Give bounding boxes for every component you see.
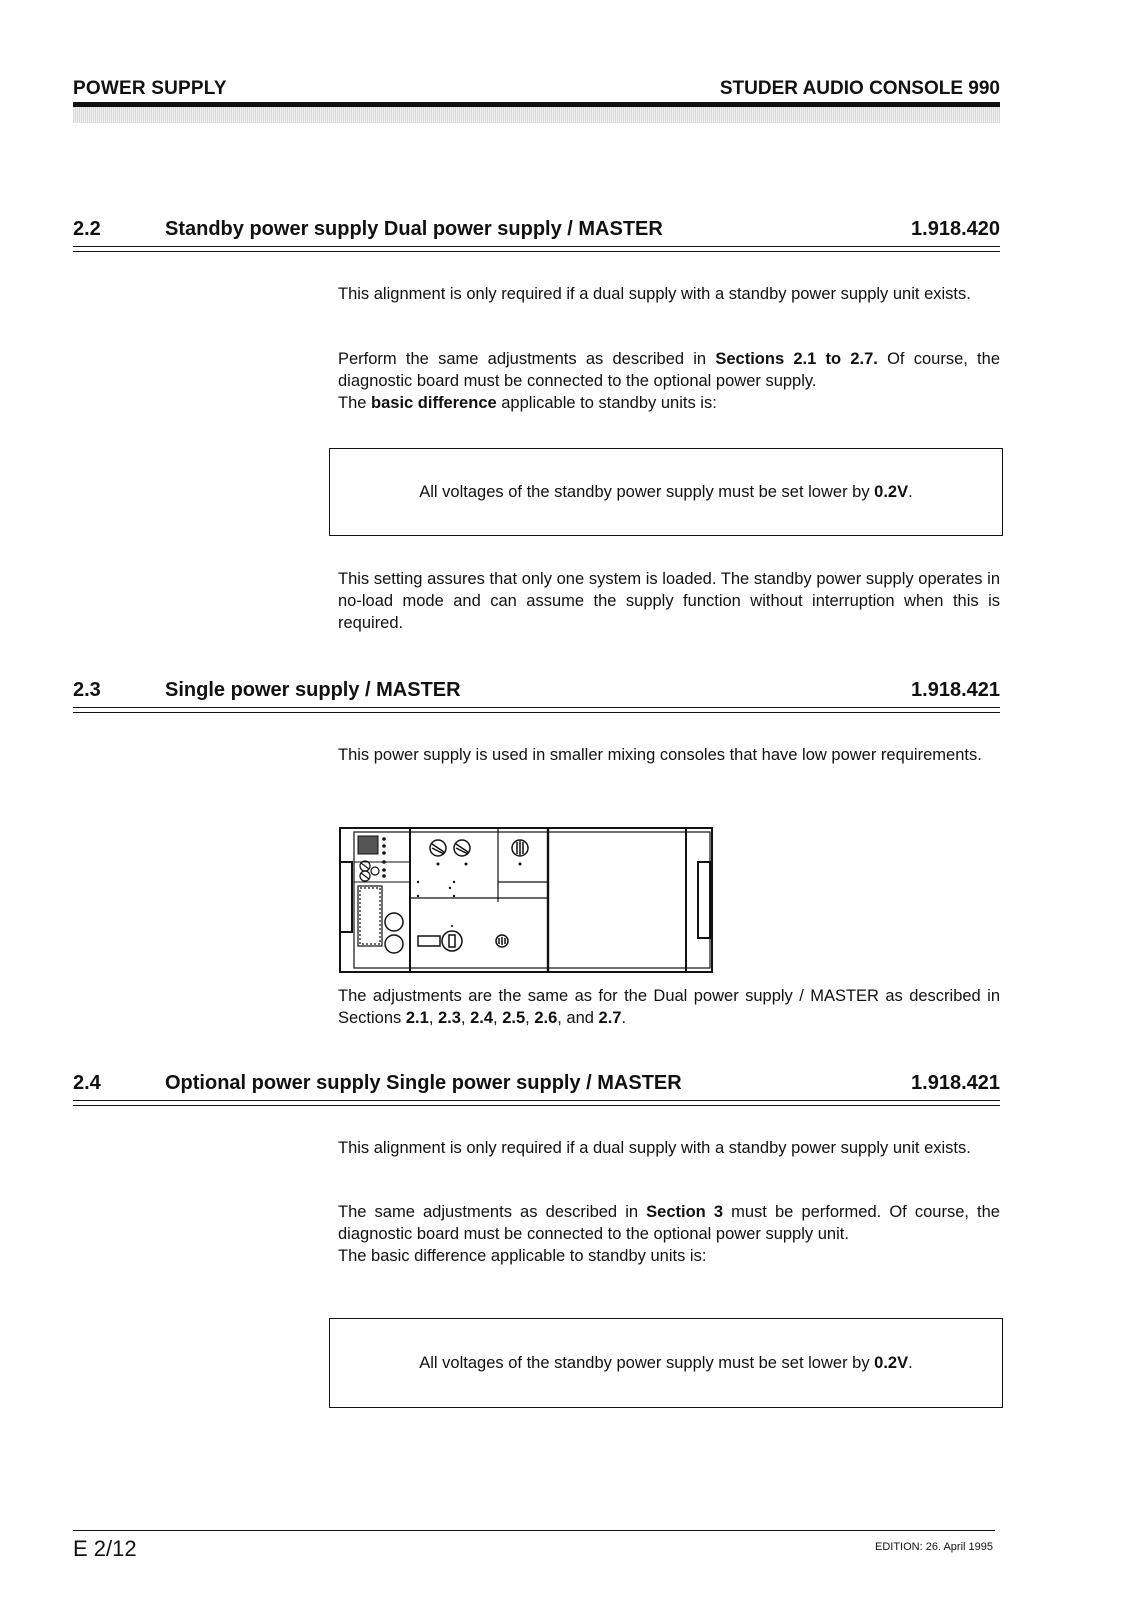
section-heading-2-4 [73,1072,1000,1096]
text-bold: 2.6 [534,1009,558,1027]
paragraph [338,1137,1000,1159]
header-left: POWER SUPPLY [73,78,227,99]
text-run: and [566,1009,594,1027]
text: This setting assures that only one system is loaded. The standby power supply operates in no-load mode and can assume the supply function without interruption when this is required. [338,570,1000,632]
text-run: applicable to standby units is: [496,394,717,412]
text: This power supply is used in smaller mixing consoles that have low power requirements. [338,746,982,764]
footer-rule [73,1530,995,1531]
text-run: Perform the same adjustments as described in [338,350,716,368]
paragraph [338,568,1000,634]
text [338,1201,1000,1245]
paragraph [338,283,1000,305]
section-number: 2.4 [73,1072,101,1094]
text-run: The adjustments are the same as for the Dual power supply / MASTER as described in Sections [338,987,1000,1027]
note-text [419,483,912,502]
text-bold: 2.5 [502,1009,526,1027]
text-run: The same adjustments as described in [338,1203,647,1221]
section-rule [73,1100,1000,1106]
header-band [73,107,1000,123]
section-rule [73,707,1000,713]
section-code: 1.918.421 [911,679,1000,701]
text-bold: 2.4 [470,1009,494,1027]
text [338,392,1000,414]
text-bold: 2.1 [405,1009,429,1027]
text-bold: 2.3 [437,1009,461,1027]
text-bold: basic difference [371,394,497,412]
text-bold: 2.7 [598,1009,622,1027]
paragraph [338,1201,1000,1267]
text-run: . [908,482,913,501]
section-title: Single power supply / MASTER [165,679,461,701]
text-bold: Section 3 [646,1203,724,1221]
paragraph [338,985,1000,1029]
text [338,348,1000,392]
section-number: 2.2 [73,218,101,240]
header-right: STUDER AUDIO CONSOLE 990 [719,78,1000,99]
power-supply-panel-illustration [338,826,724,974]
paragraph [338,348,1000,414]
text-bold: Sections 2.1 to 2.7. [715,350,878,368]
text: The basic difference applicable to standby units is: [338,1247,707,1265]
page-number: E 2/12 [73,1536,137,1561]
text-run: All voltages of the standby power supply must be set lower by [419,1353,875,1372]
text: The adjustments are the same as for the Dual power supply / MASTER as described in Sections 2.1, 2.3, 2.4, 2.5, 2.6, and 2.7. [338,987,1000,1027]
section-number: 2.3 [73,679,101,701]
section-code: 1.918.421 [911,1072,1000,1094]
edition-date: EDITION: 26. April 1995 [875,1541,993,1553]
paragraph [338,744,1000,766]
text: This alignment is only required if a dual supply with a standby power supply unit exists. [338,1139,971,1157]
text-run: must be performed. Of course, the diagnostic board must be connected to the optional power supply unit. [338,1203,1000,1243]
section-code: 1.918.420 [911,218,1000,240]
section-rule [73,246,1000,252]
text-bold: 0.2V [874,482,909,501]
text-bold: 0.2V [874,1353,909,1372]
text-run: Of course, the diagnostic board must be connected to the optional power supply. [338,350,1000,390]
text-run: All voltages of the standby power supply must be set lower by [419,482,875,501]
text-run: The [338,394,372,412]
section-title: Standby power supply Dual power supply / MASTER [165,218,663,240]
text-run: . [908,1353,913,1372]
note-text [419,1354,912,1373]
section-heading-2-3 [73,679,1000,703]
section-title: Optional power supply Single power supply / MASTER [165,1072,682,1094]
text: This alignment is only required if a dual supply with a standby power supply unit exists. [338,285,971,303]
note-box [329,1318,1003,1408]
note-box [329,448,1003,536]
section-heading-2-2 [73,218,1000,242]
